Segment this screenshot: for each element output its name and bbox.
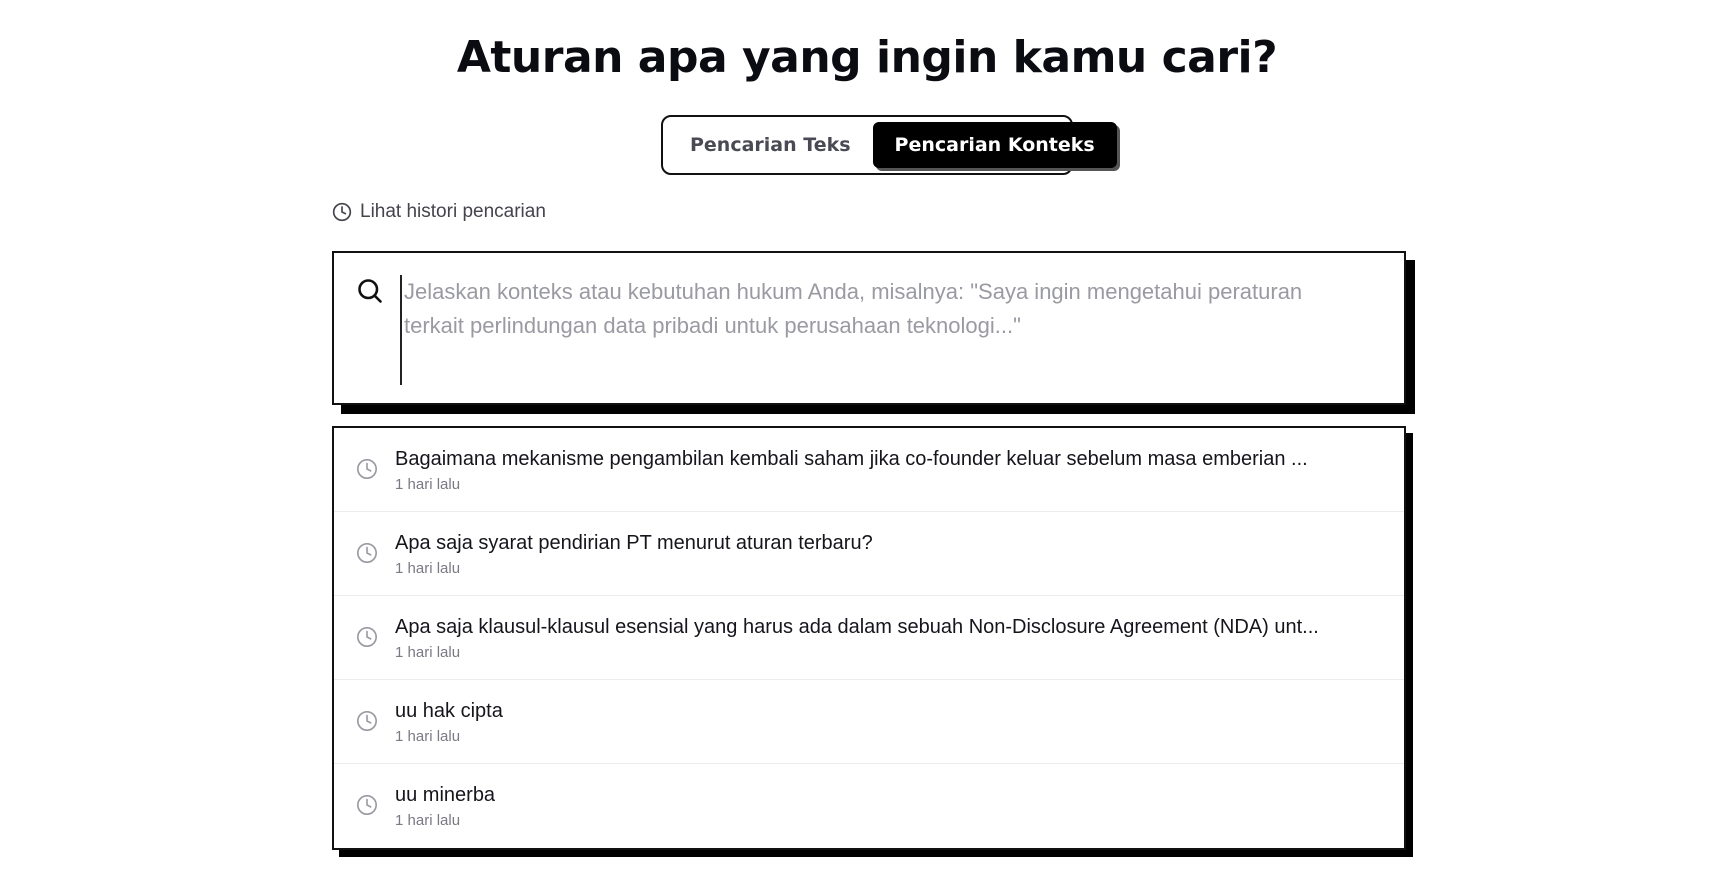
- history-item-text: Apa saja klausul-klausul esensial yang harus ada dalam sebuah Non-Disclosure Agreement (NDA) unt...: [395, 616, 1319, 638]
- history-item-time: 1 hari lalu: [395, 812, 461, 829]
- history-item-text: Bagaimana mekanisme pengambilan kembali saham jika co-founder keluar sebelum masa emberian ...: [395, 448, 1308, 470]
- context-search-input[interactable]: [400, 275, 1364, 385]
- clock-icon: [356, 626, 378, 648]
- history-item[interactable]: [334, 428, 1404, 512]
- clock-icon: [356, 458, 378, 480]
- history-item[interactable]: [334, 764, 1404, 848]
- history-item[interactable]: [334, 680, 1404, 764]
- search-box: [332, 251, 1406, 405]
- history-item-time: 1 hari lalu: [395, 644, 461, 661]
- history-item-time: 1 hari lalu: [395, 476, 461, 493]
- clock-icon: [356, 542, 378, 564]
- clock-icon: [356, 710, 378, 732]
- history-item-text: uu hak cipta: [395, 700, 503, 722]
- history-item-time: 1 hari lalu: [395, 560, 461, 577]
- tab-context-search[interactable]: Pencarian Konteks: [873, 122, 1117, 168]
- history-item-time: 1 hari lalu: [395, 728, 461, 745]
- search-history-list: [332, 426, 1406, 850]
- history-item-text: uu minerba: [395, 784, 496, 806]
- tab-text-search[interactable]: Pencarian Teks: [690, 134, 851, 156]
- history-item[interactable]: [334, 596, 1404, 680]
- history-item[interactable]: [334, 512, 1404, 596]
- clock-icon: [356, 794, 378, 816]
- page-title: Aturan apa yang ingin kamu cari?: [456, 32, 1278, 83]
- view-history-link[interactable]: [332, 201, 546, 223]
- view-history-label: Lihat histori pencarian: [360, 201, 546, 222]
- search-icon: [356, 277, 384, 305]
- history-item-text: Apa saja syarat pendirian PT menurut aturan terbaru?: [395, 532, 873, 554]
- search-mode-toggle: [661, 115, 1095, 175]
- clock-icon: [332, 202, 352, 222]
